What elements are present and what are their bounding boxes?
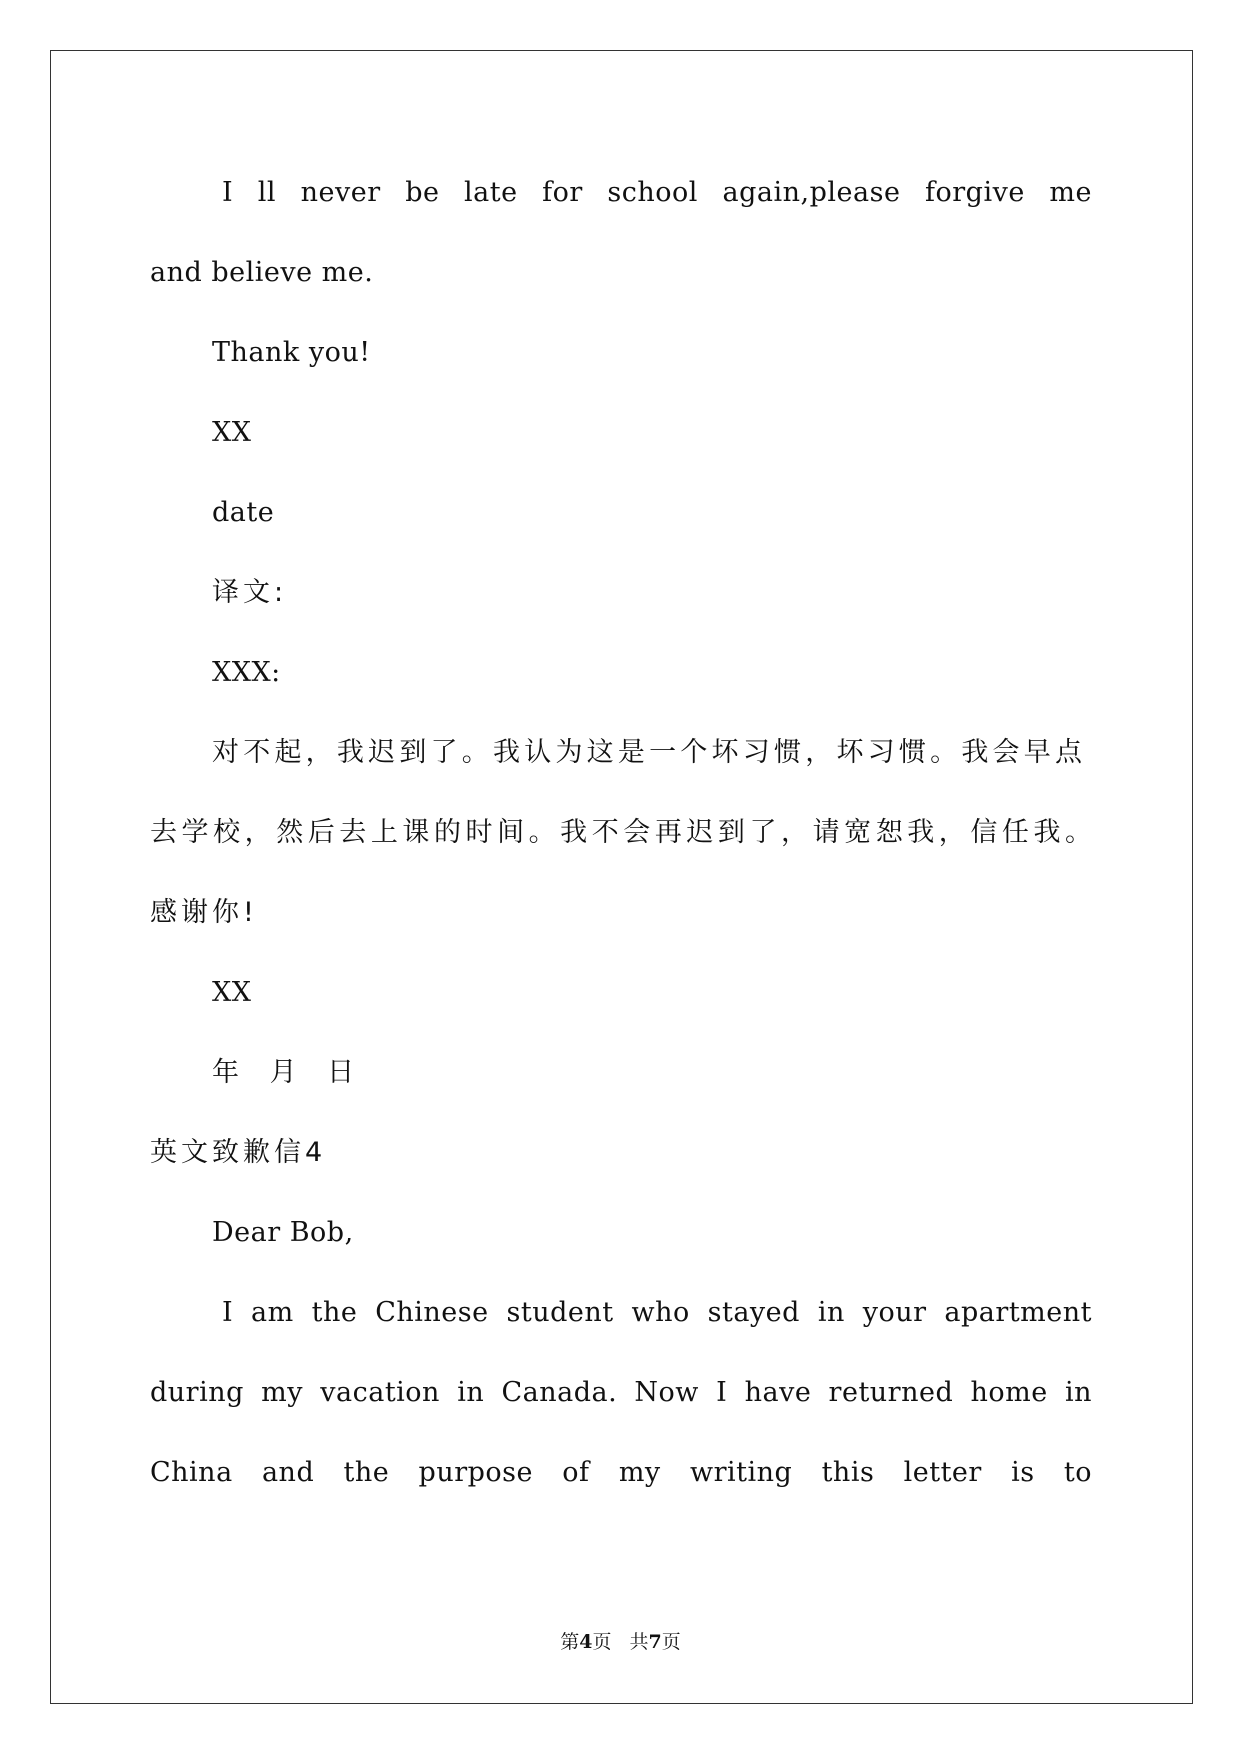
footer-total-suffix: 页 bbox=[661, 1631, 681, 1653]
body-line: and believe me. bbox=[150, 257, 374, 288]
body-line: XXX: bbox=[212, 657, 281, 688]
body-line: 对不起，我迟到了。我认为这是一个坏习惯，坏习惯。我会早点 bbox=[212, 737, 1082, 768]
body-line: I am the Chinese student who stayed in your apartment bbox=[222, 1297, 1092, 1328]
footer-page-suffix: 页 bbox=[592, 1631, 612, 1653]
body-line: China and the purpose of my writing this letter is to bbox=[150, 1457, 1092, 1488]
footer-page-prefix: 第 bbox=[560, 1631, 580, 1653]
footer-total-prefix: 共 bbox=[629, 1631, 649, 1653]
body-line: 感谢你! bbox=[150, 897, 258, 928]
body-line: XX bbox=[212, 977, 252, 1008]
body-line: 去学校，然后去上课的时间。我不会再迟到了，请宽恕我，信任我。 bbox=[150, 817, 1092, 848]
section-heading: 英文致歉信4 bbox=[150, 1137, 327, 1168]
body-line: date bbox=[212, 497, 275, 528]
body-line: Thank you! bbox=[212, 337, 371, 368]
body-line: I ll never be late for school again,please forgive me bbox=[222, 177, 1092, 208]
body-line: 译文: bbox=[212, 577, 288, 608]
body-line: XX bbox=[212, 417, 252, 448]
body-line: 年 月 日 bbox=[212, 1057, 359, 1088]
page-footer bbox=[0, 1627, 1241, 1654]
footer-page-number: 4 bbox=[579, 1631, 593, 1653]
body-line: during my vacation in Canada. Now I have returned home in bbox=[150, 1377, 1092, 1408]
footer-total-number: 7 bbox=[648, 1631, 662, 1653]
body-line: Dear Bob, bbox=[212, 1217, 354, 1248]
